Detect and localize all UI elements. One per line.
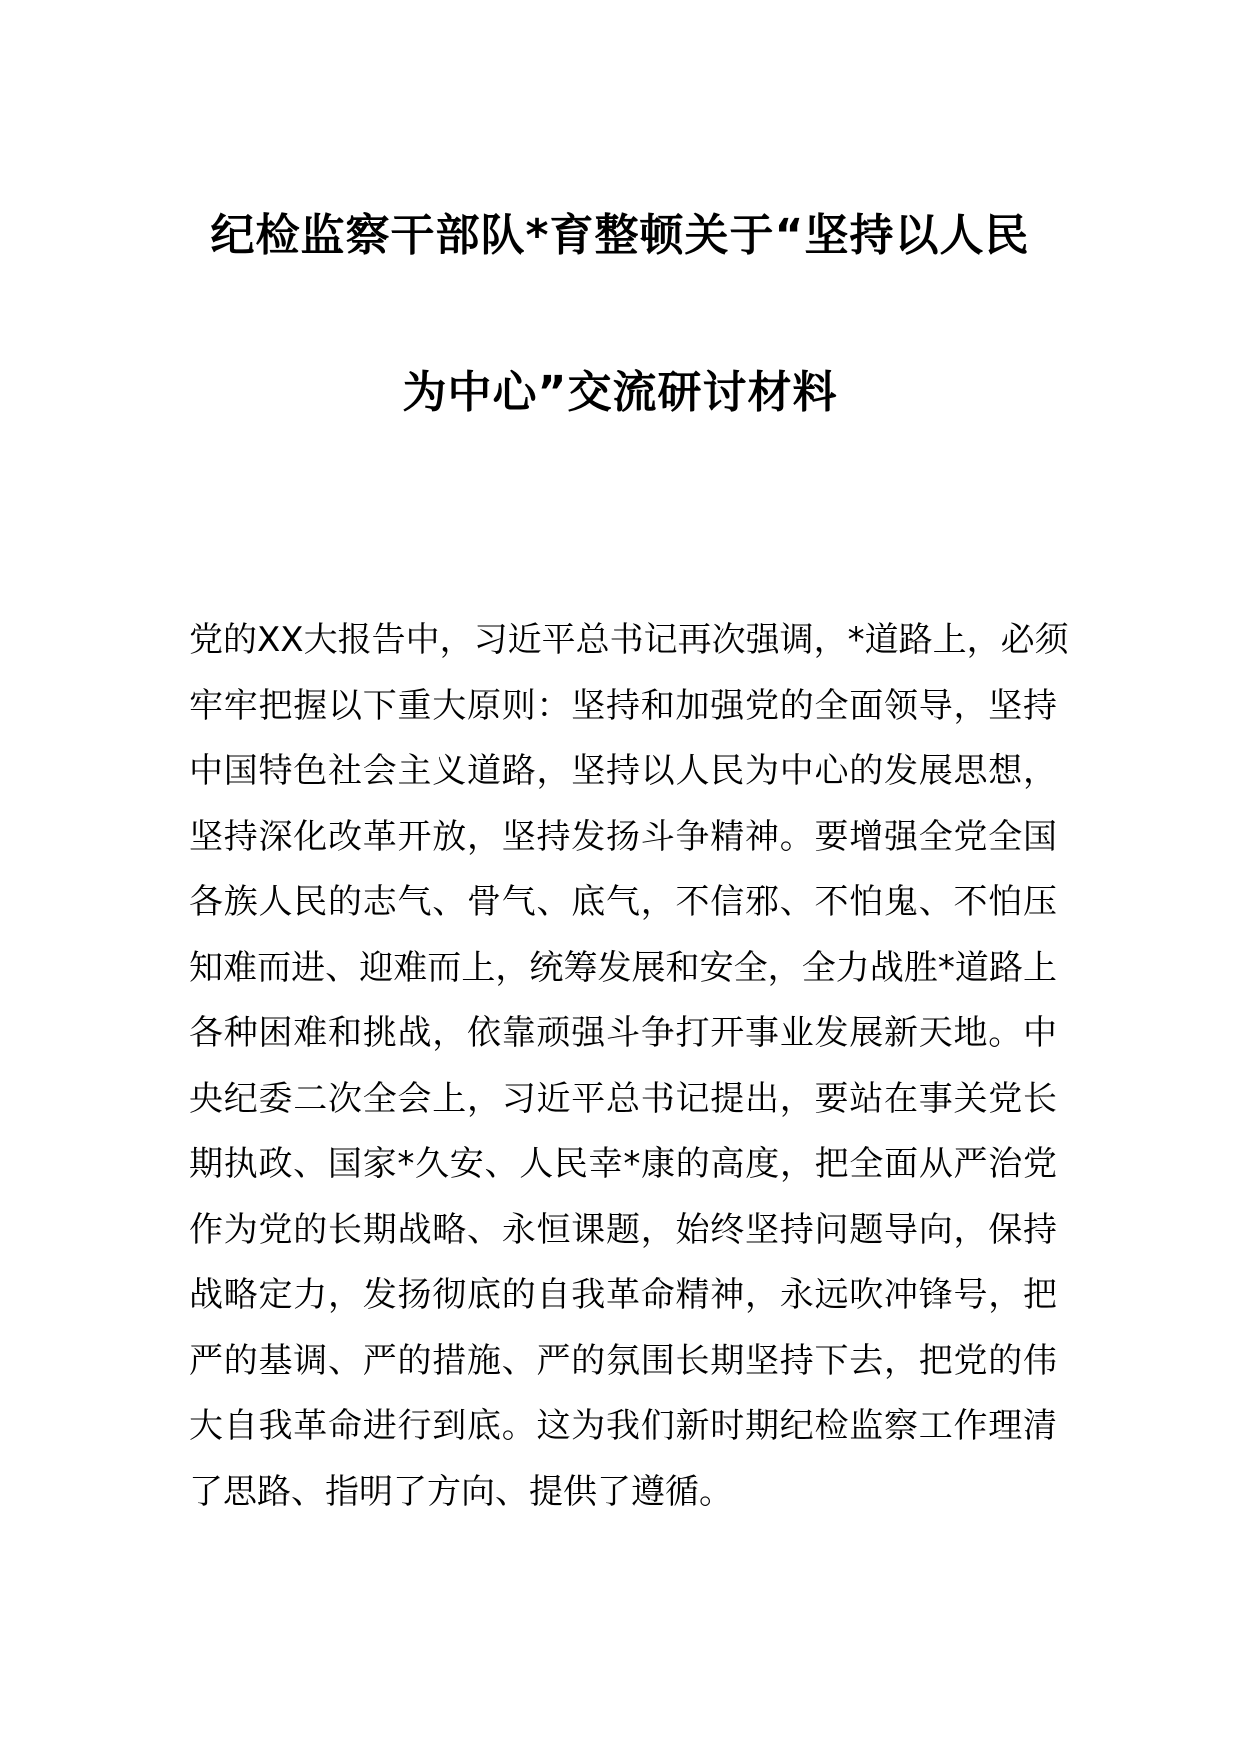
body-line: 作为党的长期战略、永恒课题，始终坚持问题导向，保持 — [189, 1209, 1057, 1250]
body-line: 央纪委二次全会上，习近平总书记提出，要站在事关党长 — [189, 1078, 1057, 1119]
body-line: 坚持深化改革开放，坚持发扬斗争精神。要增强全党全国 — [189, 816, 1057, 857]
body-line: 战略定力，发扬彻底的自我革命精神，永远吹冲锋号，把 — [189, 1275, 1057, 1315]
body-paragraph — [189, 608, 1069, 1525]
body-line: 期执政、国家*久安、人民幸*康的高度，把全面从严治党 — [189, 1144, 1057, 1184]
body-line: 党的XX大报告中，习近平总书记再次强调，*道路上，必须 — [189, 620, 1069, 660]
body-line: 了思路、指明了方向、提供了遵循。 — [189, 1471, 733, 1512]
document-title-line-1: 纪检监察干部队*育整顿关于“坚持以人民 — [210, 210, 1030, 261]
body-line: 牢牢把握以下重大原则：坚持和加强党的全面领导，坚持 — [189, 685, 1057, 726]
body-line: 各种困难和挑战，依靠顽强斗争打开事业发展新天地。中 — [189, 1013, 1057, 1053]
body-line: 中国特色社会主义道路，坚持以人民为中心的发展思想， — [189, 751, 1057, 791]
body-line: 严的基调、严的措施、严的氛围长期坚持下去，把党的伟 — [189, 1340, 1057, 1381]
body-line: 大自我革命进行到底。这为我们新时期纪检监察工作理清 — [189, 1406, 1057, 1446]
body-line: 各族人民的志气、骨气、底气，不信邪、不怕鬼、不怕压 — [189, 882, 1057, 922]
document-title-line-2: 为中心”交流研讨材料 — [402, 367, 838, 418]
body-line: 知难而进、迎难而上，统筹发展和安全，全力战胜*道路上 — [189, 947, 1057, 988]
